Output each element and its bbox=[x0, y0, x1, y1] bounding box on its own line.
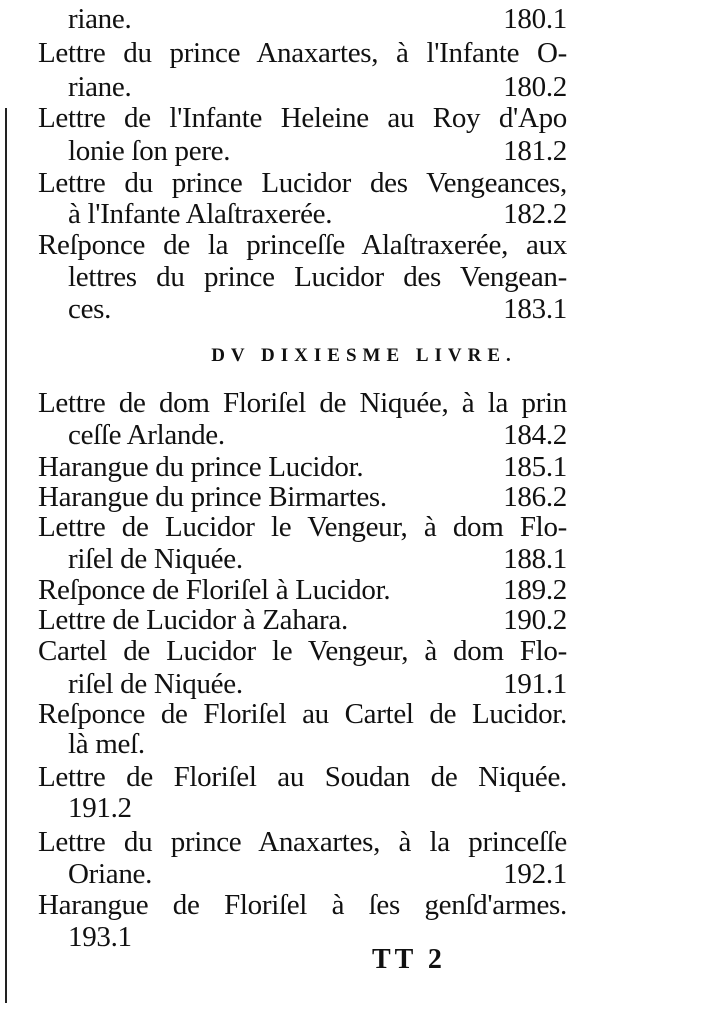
entry-title: Reſponce de la princeſſe Alaſtraxerée, aux bbox=[38, 229, 567, 261]
toc-entry-line bbox=[38, 888, 567, 922]
entry-page-number: 180.2 bbox=[503, 71, 567, 103]
entry-page-number: 184.2 bbox=[503, 419, 567, 451]
entry-title: 191.2 bbox=[68, 792, 132, 824]
toc-entry-line bbox=[38, 573, 567, 607]
toc-entry-line bbox=[38, 386, 567, 420]
entry-title: Reſponce de Floriſel au Cartel de Lucidor. bbox=[38, 698, 567, 730]
entry-title: riane. bbox=[68, 71, 132, 103]
toc-entry-line bbox=[68, 857, 567, 891]
entry-title: Cartel de Lucidor le Vengeur, à dom Flo- bbox=[38, 635, 567, 667]
toc-entry-line bbox=[38, 101, 567, 135]
entry-title: Oriane. bbox=[68, 858, 153, 890]
signature-mark: TT 2 bbox=[372, 944, 446, 975]
entry-title: Lettre du prince Anaxartes, à la princeſſe bbox=[38, 826, 567, 858]
entry-title: Harangue de Floriſel à ſes genſd'armes. bbox=[38, 889, 567, 921]
toc-entry-line bbox=[38, 825, 567, 859]
toc-entry-line bbox=[68, 260, 567, 294]
entry-page-number: 183.1 bbox=[503, 293, 567, 325]
toc-entry-line bbox=[38, 760, 567, 794]
toc-entry-line bbox=[38, 697, 567, 731]
toc-entry-line bbox=[68, 70, 567, 104]
entry-title: riane. bbox=[68, 3, 132, 35]
entry-page-number: 180.1 bbox=[503, 3, 567, 35]
entry-page-number: 190.2 bbox=[503, 604, 567, 636]
entry-page-number: 181.2 bbox=[503, 135, 567, 167]
entry-page-number: 186.2 bbox=[503, 481, 567, 513]
entry-title: Reſponce de Floriſel à Lucidor. bbox=[38, 574, 391, 606]
entry-title: Lettre de Lucidor le Vengeur, à dom Flo- bbox=[38, 511, 567, 543]
entry-title: ceſſe Arlande. bbox=[68, 419, 225, 451]
entry-page-number: 192.1 bbox=[503, 858, 567, 890]
entry-title: lettres du prince Lucidor des Vengean- bbox=[68, 261, 567, 293]
toc-entry-line bbox=[38, 634, 567, 668]
toc-entry-line bbox=[68, 197, 567, 231]
toc-entry-line bbox=[68, 542, 567, 576]
toc-entry-line bbox=[68, 920, 567, 954]
entry-title: riſel de Niquée. bbox=[68, 543, 243, 575]
section-heading: DV DIXIESME LIVRE. bbox=[211, 345, 517, 366]
entry-title: 193.1 bbox=[68, 921, 132, 953]
entry-title: ces. bbox=[68, 293, 112, 325]
entry-title: à l'Infante Alaſtraxerée. bbox=[68, 198, 333, 230]
entry-title: Lettre de l'Infante Heleine au Roy d'Apo bbox=[38, 102, 567, 134]
toc-entry-line bbox=[38, 480, 567, 514]
toc-entry-line bbox=[68, 418, 567, 452]
toc-entry-line bbox=[38, 510, 567, 544]
toc-entry-line bbox=[38, 36, 567, 70]
toc-entry-line bbox=[38, 450, 567, 484]
toc-entry-line bbox=[68, 791, 567, 825]
entry-title: lonie ſon pere. bbox=[68, 135, 231, 167]
entry-title: riſel de Niquée. bbox=[68, 668, 243, 700]
toc-entry-line bbox=[68, 292, 567, 326]
toc-entry-line bbox=[38, 603, 567, 637]
entry-page-number: 188.1 bbox=[503, 543, 567, 575]
entry-page-number: 182.2 bbox=[503, 198, 567, 230]
entry-title: Lettre de Floriſel au Soudan de Niquée. bbox=[38, 761, 567, 793]
entry-page-number: 189.2 bbox=[503, 574, 567, 606]
entry-title: Lettre de dom Floriſel de Niquée, à la prin bbox=[38, 387, 567, 419]
entry-title: Harangue du prince Birmartes. bbox=[38, 481, 387, 513]
entry-title: Lettre de Lucidor à Zahara. bbox=[38, 604, 348, 636]
toc-entry-line bbox=[38, 228, 567, 262]
entry-title: là meſ. bbox=[68, 728, 145, 760]
toc-entry-line bbox=[68, 727, 567, 761]
entry-page-number: 185.1 bbox=[503, 451, 567, 483]
entry-title: Harangue du prince Lucidor. bbox=[38, 451, 364, 483]
entry-title: Lettre du prince Anaxartes, à l'Infante O- bbox=[38, 37, 567, 69]
toc-entry-line bbox=[68, 134, 567, 168]
toc-entry-line bbox=[38, 166, 567, 200]
entry-page-number: 191.1 bbox=[503, 668, 567, 700]
page-edge-rule bbox=[5, 108, 7, 1003]
toc-entry-line bbox=[68, 667, 567, 701]
toc-entry-line bbox=[68, 2, 567, 36]
entry-title: Lettre du prince Lucidor des Vengeances, bbox=[38, 167, 567, 199]
